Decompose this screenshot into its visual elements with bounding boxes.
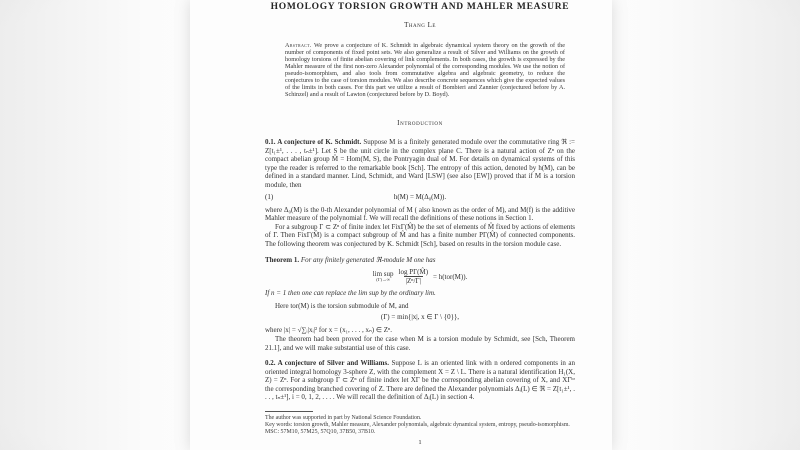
paragraph-0-1 <box>265 138 575 190</box>
paragraph-0-2-body: Suppose L is an oriented link with n ordered components in an oriented integral homology 3-sphere Z, with the complement X = Z \ L. There is a natural identification H₁(X, Z) = Zⁿ. For a subgroup Γ ⊂ Zⁿ of finite index let XΓ be the corresponding abelian covering of X, and XΓᵇʳ the corresponding branched covering of Z. There are defined the Alexander polynomials Δᵢ(L) ∈ ℜ = Z[t₁±¹, . . . , tₙ±¹], i = 0, 1, 2, . . . . We will recall the definition of Δᵢ(L) in section 4. <box>265 359 575 402</box>
paragraph-0-2 <box>265 359 575 402</box>
paper-page <box>190 0 612 450</box>
abstract-text: We prove a conjecture of K. Schmidt in algebraic dynamical system theory on the growth of the number of components of fixed point sets. We also generalize a result of Silver and Williams on the growth of homology torsions of finite abelian covering of link complements. In both cases, the growth is expressed by the Mahler measure of the first non-zero Alexander polynomial of the corresponding modules. We use the notion of pseudo-isomorphism, and also tools from commutative algebra and algebraic geometry, to reduce the conjectures to the case of torsion modules. We also describe concrete sequences which give the expected values of the limits in both cases. For this part we utilize a result of Bombieri and Zannier (conjectured before by A. Schinzel) and a result of Lawton (conjectured before by D. Boyd). <box>285 42 565 98</box>
equation-fraction <box>397 268 431 285</box>
author-name: Thang Le <box>404 21 436 29</box>
paragraph-0-1-body: Suppose M is a finitely generated module over the commutative ring ℜ := Z[t₁±¹, . . . , tₙ±¹]. Let S be the unit circle in the complex plane C. There is a natural action of Zⁿ on the compact abelian group M̂ = Hom(M, S), the Pontryagin dual of M. For details on dynamical systems of this type the reader is referred to the remarkable book [Sch]. The entropy of this action, denoted by h(M), can be defined in a standard manner. Lind, Schmidt, and Ward [LSW] (see also [EW]) proved that if M is a torsion module, then <box>265 138 575 189</box>
paragraph-where: where Δ₀(M) is the 0-th Alexander polynomial of M ( also known as the order of M), and M(f) is the additive Mahler measure of the polynomial f. We will recall the definitions of these notions in Section 1. <box>265 205 575 223</box>
abstract-label: Abstract. <box>285 42 312 49</box>
paper-title: HOMOLOGY TORSION GROWTH AND MAHLER MEASURE <box>270 2 570 12</box>
paragraph-proved: The theorem had been proved for the case when M is a torsion module by Schmidt, see [Sch, Theorem 21.1], and we will make substantial use of this case. <box>265 334 575 352</box>
equation-gamma: (Γ) = min{|x|, x ∈ Γ \ {0}}, <box>380 313 460 322</box>
limsup-operator <box>373 271 394 283</box>
equation-1-formula: h(M) = M(Δ₀(M)). <box>393 192 447 201</box>
theorem-1-statement: For any finitely generated ℜ-module M one has <box>300 255 436 264</box>
paragraph-norm: where |x| = √∑ᵢ|xᵢ|² for x = (x₁, . . . , xₙ) ∈ Zⁿ. <box>265 326 392 335</box>
equation-rhs: = h(tor(M)). <box>433 272 468 281</box>
equation-1 <box>265 193 575 202</box>
paragraph-here: Here tor(M) is the torsion submodule of M, and <box>275 301 409 310</box>
theorem-1 <box>265 256 575 265</box>
footnote-block <box>265 411 575 435</box>
theorem-1-equation <box>265 268 575 285</box>
equation-1-tag: (1) <box>265 192 274 201</box>
footnote-support: The author was supported in part by National Science Foundation. <box>265 415 422 422</box>
paragraph-0-1-head: 0.1. A conjecture of K. Schmidt. <box>265 138 362 146</box>
footnote-divider <box>265 411 313 412</box>
page-number: 1 <box>418 439 422 447</box>
footnote-keywords: Key words: torsion growth, Mahler measure, Alexander polynomials, algebraic dynamical system, entropy, pseudo-isomorphism. <box>265 421 570 428</box>
theorem-1-remark: If n = 1 then one can replace the lim sup by the ordinary lim. <box>265 289 436 298</box>
introduction-heading: Introduction <box>397 119 443 127</box>
footnote-msc: MSC: 57M10, 57M25, 57Q10, 37B50, 37B10. <box>265 428 376 435</box>
fraction-denominator: |Zⁿ/Γ| <box>405 277 421 286</box>
abstract <box>285 42 565 98</box>
paragraph-fix: For a subgroup Γ ⊂ Zⁿ of finite index let FixΓ(M̂) be the set of elements of M̂ fixed by actions of elements of Γ. Then FixΓ(M̂) is a compact subgroup of M̂ and has a finite number PΓ(M̂) of connected components. The following theorem was conjectured by K. Schmidt [Sch], based on results in the torsion module case. <box>265 222 575 248</box>
limsup-subscript: (Γ)→∞ <box>376 276 390 282</box>
paper-content <box>265 0 575 446</box>
limsup-text: lim sup <box>372 269 394 278</box>
theorem-1-head: Theorem 1. <box>265 255 300 264</box>
paragraph-0-2-head: 0.2. A conjecture of Silver and Williams. <box>265 359 389 368</box>
fraction-numerator: log PΓ(M̂) <box>398 268 429 277</box>
